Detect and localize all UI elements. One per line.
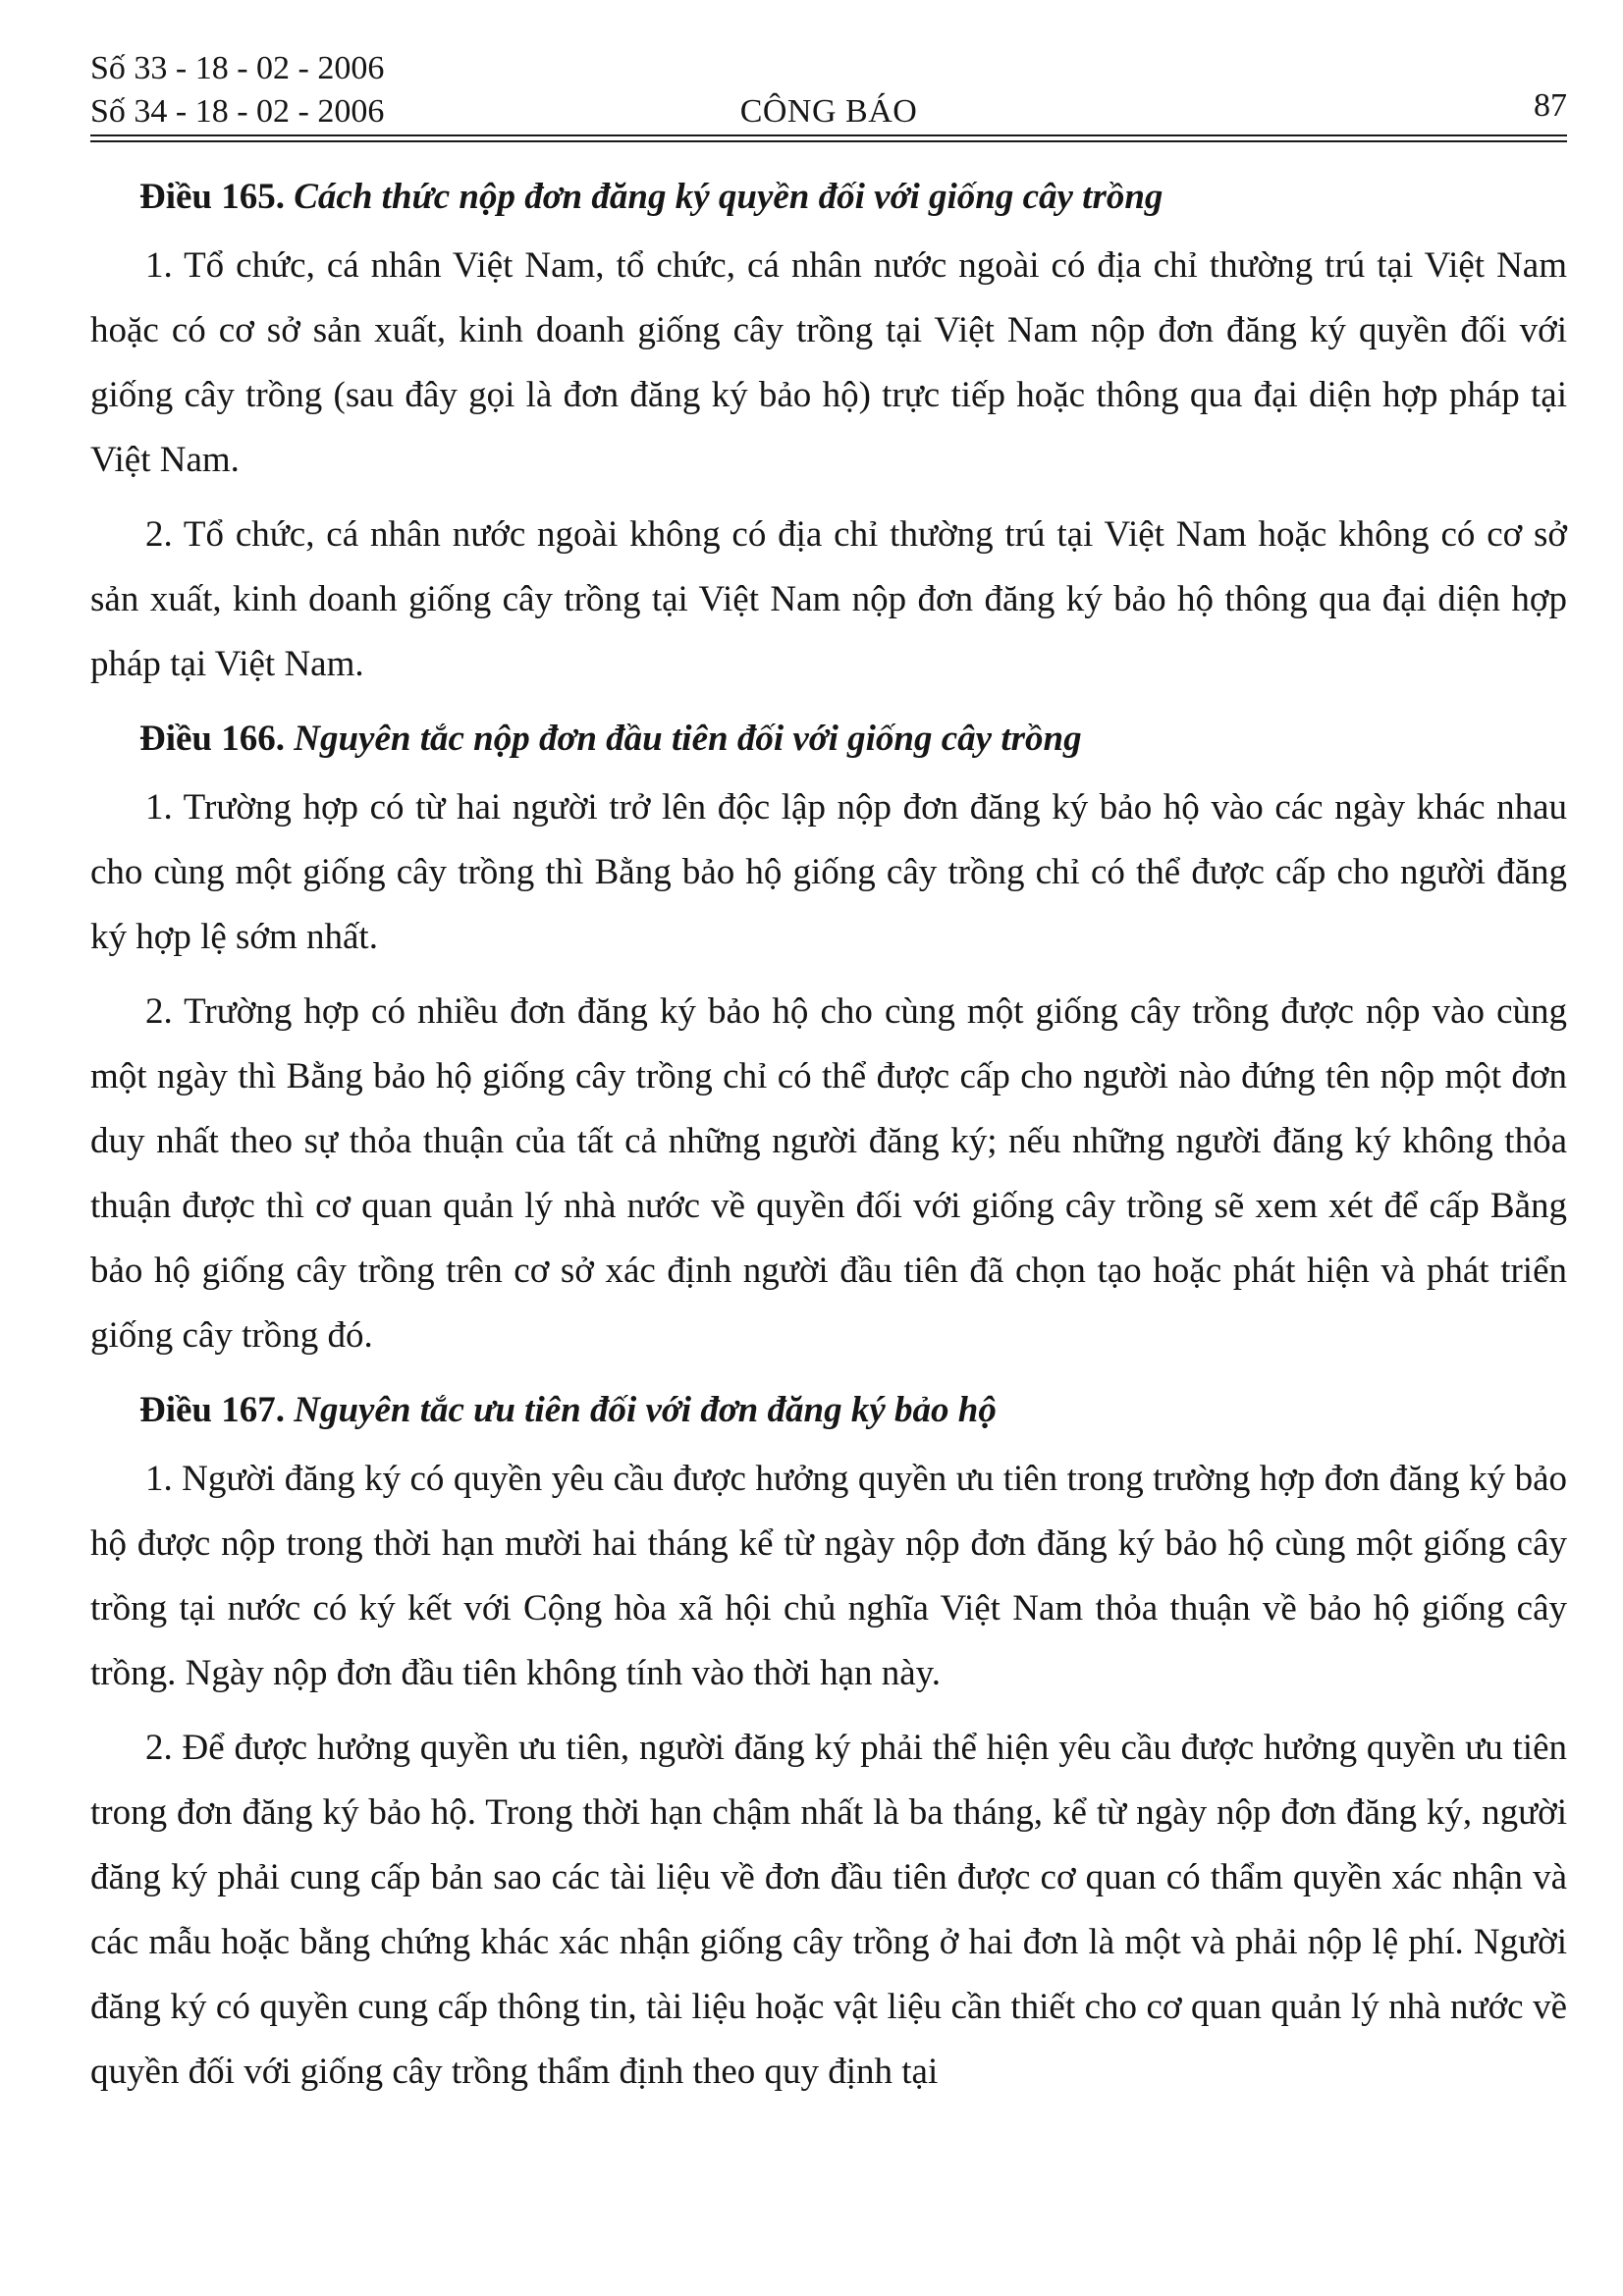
article-heading (90, 1378, 1567, 1443)
article-heading (90, 707, 1567, 772)
article-166 (90, 707, 1567, 1368)
article-paragraph: 2. Để được hưởng quyền ưu tiên, người đăng ký phải thể hiện yêu cầu được hưởng quyền ưu tiên trong đơn đăng ký bảo hộ. Trong thời hạn chậm nhất là ba tháng, kể từ ngày nộp đơn đăng ký, người đăng ký phải cung cấp bản sao các tài liệu về đơn đầu tiên được cơ quan có thẩm quyền xác nhận và các mẫu hoặc bằng chứng khác xác nhận giống cây trồng ở hai đơn là một và phải nộp lệ phí. Người đăng ký có quyền cung cấp thông tin, tài liệu hoặc vật liệu cần thiết cho cơ quan quản lý nhà nước về quyền đối với giống cây trồng thẩm định theo quy định tại (90, 1728, 1567, 2092)
page-header (90, 39, 1567, 139)
page-body (90, 165, 1567, 2114)
article-167 (90, 1378, 1567, 2105)
article-paragraph: 2. Tổ chức, cá nhân nước ngoài không có địa chỉ thường trú tại Việt Nam hoặc không có cơ sở sản xuất, kinh doanh giống cây trồng tại Việt Nam nộp đơn đăng ký bảo hộ thông qua đại diện hợp pháp tại Việt Nam. (90, 514, 1567, 684)
article-title: Nguyên tắc nộp đơn đầu tiên đối với giống cây trồng (294, 719, 1082, 759)
gazette-page (90, 39, 1567, 2092)
article-number: Điều 167. (139, 1390, 285, 1430)
article-title: Cách thức nộp đơn đăng ký quyền đối với giống cây trồng (294, 177, 1163, 217)
page-number: 87 (1534, 87, 1567, 124)
article-paragraph: 1. Người đăng ký có quyền yêu cầu được hưởng quyền ưu tiên trong trường hợp đơn đăng ký bảo hộ được nộp trong thời hạn mười hai tháng kể từ ngày nộp đơn đăng ký bảo hộ cùng một giống cây trồng tại nước có ký kết với Cộng hòa xã hội chủ nghĩa Việt Nam thỏa thuận về bảo hộ giống cây trồng. Ngày nộp đơn đầu tiên không tính vào thời hạn này. (90, 1459, 1567, 1693)
article-title: Nguyên tắc ưu tiên đối với đơn đăng ký bảo hộ (294, 1390, 997, 1430)
header-rule-top (90, 134, 1567, 136)
article-number: Điều 166. (139, 719, 285, 759)
article-paragraph: 1. Tổ chức, cá nhân Việt Nam, tổ chức, cá nhân nước ngoài có địa chỉ thường trú tại Việt Nam hoặc có cơ sở sản xuất, kinh doanh giống cây trồng tại Việt Nam nộp đơn đăng ký quyền đối với giống cây trồng (sau đây gọi là đơn đăng ký bảo hộ) trực tiếp hoặc thông qua đại diện hợp pháp tại Việt Nam. (90, 245, 1567, 480)
issue-line-1: Số 33 - 18 - 02 - 2006 (90, 50, 385, 86)
article-paragraph: 1. Trường hợp có từ hai người trở lên độc lập nộp đơn đăng ký bảo hộ vào các ngày khác nhau cho cùng một giống cây trồng thì Bằng bảo hộ giống cây trồng chỉ có thể được cấp cho người đăng ký hợp lệ sớm nhất. (90, 787, 1567, 957)
header-rule-bottom (90, 140, 1567, 142)
publication-title: CÔNG BÁO (739, 93, 918, 130)
article-165 (90, 165, 1567, 697)
article-paragraph: 2. Trường hợp có nhiều đơn đăng ký bảo hộ cho cùng một giống cây trồng được nộp vào cùng một ngày thì Bằng bảo hộ giống cây trồng chỉ có thể được cấp cho người nào đứng tên nộp một đơn duy nhất theo sự thỏa thuận của tất cả những người đăng ký; nếu những người đăng ký không thỏa thuận được thì cơ quan quản lý nhà nước về quyền đối với giống cây trồng sẽ xem xét để cấp Bằng bảo hộ giống cây trồng trên cơ sở xác định người đầu tiên đã chọn tạo hoặc phát hiện và phát triển giống cây trồng đó. (90, 991, 1567, 1356)
article-number: Điều 165. (139, 177, 285, 217)
issue-line-2: Số 34 - 18 - 02 - 2006 (90, 93, 385, 130)
article-heading (90, 165, 1567, 230)
